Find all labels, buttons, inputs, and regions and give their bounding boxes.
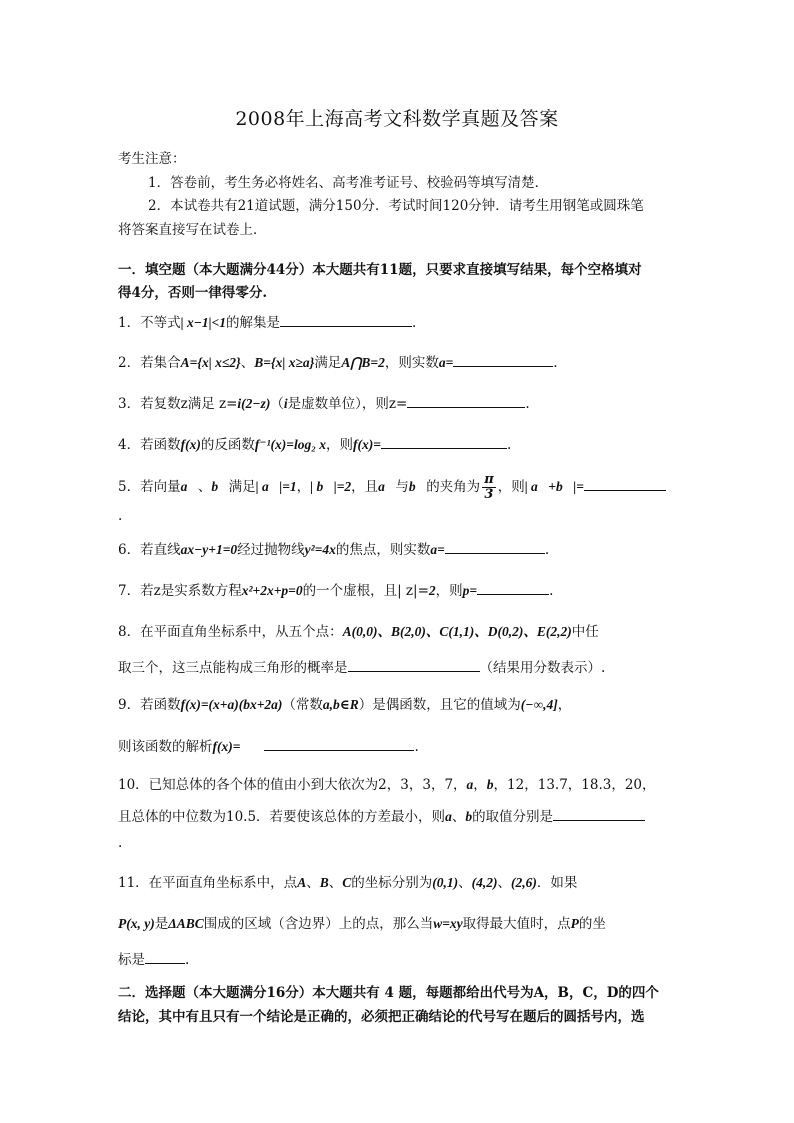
math: A={x| x≤2} xyxy=(180,355,241,370)
text: 3．若复数z满足 z= xyxy=(118,396,238,412)
math: B={x| x≥a} xyxy=(254,355,315,370)
text: 是虚数单位），则z= xyxy=(287,396,408,412)
math: f(x)= xyxy=(212,739,241,754)
question-9 xyxy=(118,693,571,713)
text: ．如果 xyxy=(536,875,578,891)
text: 6．若直线 xyxy=(118,542,181,558)
text: 且总体的中位数为10.5．若要使该总体的方差最小，则 xyxy=(118,809,446,825)
math: P(x, y) xyxy=(118,916,155,931)
answer-blank[interactable] xyxy=(348,659,480,672)
answer-blank[interactable] xyxy=(280,314,412,327)
text: 围成的区域（含边界）上的点，那么当 xyxy=(203,916,434,932)
answer-blank[interactable] xyxy=(381,436,507,449)
math: (0,1) xyxy=(432,875,459,890)
math: | a⃗+b⃗|= xyxy=(524,479,584,494)
text: ， xyxy=(296,479,311,495)
text: . xyxy=(506,437,512,453)
text: 的取值分别是 xyxy=(472,809,554,825)
math: C xyxy=(342,875,352,890)
math: A(0,0)、B(2,0)、C(1,1)、D(0,2)、E(2,2) xyxy=(342,624,572,639)
math: P xyxy=(570,916,579,931)
notice-item-1: 1．答卷前，考生务必将姓名、高考准考证号、校验码等填写清楚． xyxy=(148,175,549,191)
math: b⃗ xyxy=(408,479,427,494)
text: 的反函数 xyxy=(200,437,255,453)
math: w=xy xyxy=(433,916,463,931)
text: . xyxy=(185,952,190,968)
text: ， xyxy=(473,777,487,793)
question-11-tail xyxy=(118,948,189,968)
page-title: 2008年上海高考文科数学真题及答案 xyxy=(235,108,559,130)
question-11 xyxy=(118,871,577,891)
text: ， xyxy=(557,697,572,713)
question-8 xyxy=(118,620,599,640)
math: f(x)=(x+a)(bx+2a) xyxy=(180,697,283,712)
math: b xyxy=(465,809,473,824)
question-3 xyxy=(118,392,530,412)
text: ，则 xyxy=(497,479,525,495)
text: 9．若函数 xyxy=(118,697,181,713)
text: 是 xyxy=(154,916,169,932)
math: y²=4x xyxy=(304,542,336,557)
math: a⃗ xyxy=(180,479,198,494)
text: 的夹角为 xyxy=(426,479,481,495)
text: 经过抛物线 xyxy=(237,542,305,558)
notice-item-2: 2．本试卷共有21道试题，满分150分．考试时间120分钟．请考生用钢笔或圆珠笔 xyxy=(148,198,644,214)
math: a⃗ xyxy=(378,479,396,494)
text: 的坐 xyxy=(578,916,606,932)
text: 的解集是 xyxy=(226,315,281,331)
math: | b⃗|=2 xyxy=(310,479,352,494)
text: 标是 xyxy=(118,952,145,968)
text: 1．不等式 xyxy=(118,315,181,331)
math: ΔABC xyxy=(168,916,204,931)
answer-blank[interactable] xyxy=(145,951,185,964)
question-8-cont xyxy=(118,656,605,676)
text: 与 xyxy=(395,479,409,495)
math: B xyxy=(319,875,329,890)
text: 中任 xyxy=(571,624,599,640)
text: ，且 xyxy=(351,479,379,495)
math: f(x)= xyxy=(353,437,381,452)
question-5 xyxy=(118,473,666,502)
math: (2,6) xyxy=(510,875,537,890)
answer-blank[interactable] xyxy=(445,541,545,554)
text: 4．若函数 xyxy=(118,437,181,453)
section1-header-cont: 得4分，否则一律得零分. xyxy=(118,285,268,301)
text: 10．已知总体的各个体的值由小到大依次为2，3，3，7， xyxy=(118,777,467,793)
text: （结果用分数表示）. xyxy=(479,660,606,676)
question-6 xyxy=(118,538,549,558)
text: 5．若向量 xyxy=(118,479,181,495)
text: ，则 xyxy=(326,437,354,453)
text: ）是偶函数，且它的值域为 xyxy=(358,697,521,713)
question-9-cont xyxy=(118,735,419,755)
text: 的焦点，则实数 xyxy=(335,542,431,558)
fraction xyxy=(482,473,496,502)
math: A xyxy=(297,875,307,890)
text: 11．在平面直角坐标系中，点 xyxy=(118,875,298,891)
question-4 xyxy=(118,433,511,453)
question-10-tail: . xyxy=(118,835,123,851)
question-2 xyxy=(118,351,558,371)
math: f⁻¹(x)=log₂ x xyxy=(254,437,327,452)
answer-blank[interactable] xyxy=(477,582,549,595)
math: a xyxy=(466,777,474,792)
text: 、 xyxy=(240,355,255,371)
math: p= xyxy=(462,583,478,598)
text: 满足 xyxy=(314,355,342,371)
math: a,b∈R xyxy=(322,697,359,712)
section2-header-cont: 结论，其中有且只有一个结论是正确的，必须把正确结论的代号写在题后的圆括号内，选 xyxy=(118,1009,645,1025)
text: 的坐标分别为 xyxy=(351,875,433,891)
text: 、 xyxy=(458,875,472,891)
answer-blank[interactable] xyxy=(407,395,525,408)
text: . xyxy=(414,739,419,755)
math: b⃗ xyxy=(211,479,229,494)
text: 8．在平面直角坐标系中，从五个点： xyxy=(118,624,343,640)
math: f(x) xyxy=(180,437,201,452)
math: ax−y+1=0 xyxy=(180,542,238,557)
text: 、 xyxy=(197,479,212,495)
text: 满足 xyxy=(228,479,256,495)
text: 则该函数的解析 xyxy=(118,739,213,755)
math: i xyxy=(283,396,288,411)
text: . xyxy=(549,583,554,599)
text: ，则 xyxy=(435,583,463,599)
numerator: π xyxy=(484,472,494,487)
text: 取得最大值时，点 xyxy=(462,916,571,932)
text: 7．若z是实系数方程 xyxy=(118,583,242,599)
text: ，12，13.7，18.3，20， xyxy=(493,777,656,793)
math: A⋂B=2 xyxy=(341,355,385,370)
section1-header: 一．填空题（本大题满分44分）本大题共有11题，只要求直接填写结果，每个空格填对 xyxy=(118,262,642,278)
text: 2．若集合 xyxy=(118,355,181,371)
text: 、 xyxy=(328,875,343,891)
question-10 xyxy=(118,773,656,793)
text: （ xyxy=(270,396,284,412)
question-1 xyxy=(118,311,416,331)
text: . xyxy=(544,542,550,558)
text: 、 xyxy=(306,875,320,891)
notice-heading: 考生注意： xyxy=(118,151,186,167)
math: i(2−z) xyxy=(237,396,271,411)
text: ，则实数 xyxy=(384,355,439,371)
math: | a⃗|=1 xyxy=(255,479,297,494)
question-11-cont xyxy=(118,912,606,932)
text: . xyxy=(412,315,417,331)
denominator: 3 xyxy=(484,487,494,502)
answer-blank[interactable] xyxy=(264,738,414,751)
text: 取三个，这三点能构成三角形的概率是 xyxy=(118,660,348,676)
answer-blank[interactable] xyxy=(553,808,645,821)
math: x²+2x+p=0 xyxy=(241,583,303,598)
question-10-cont xyxy=(118,805,645,825)
math: a= xyxy=(438,355,454,370)
math: (−∞,4] xyxy=(520,697,558,712)
math: a xyxy=(445,809,452,824)
question-5-tail: . xyxy=(118,508,123,524)
math: 2 xyxy=(428,583,436,598)
math: | x−1|<1 xyxy=(180,315,227,330)
math: a= xyxy=(430,542,445,557)
answer-blank[interactable] xyxy=(453,354,553,367)
answer-blank[interactable] xyxy=(584,478,666,491)
text: . xyxy=(525,396,530,412)
section2-header: 二．选择题（本大题满分16分）本大题共有 4 题，每题都给出代号为A，B，C，D的四个 xyxy=(118,985,659,1001)
math: b xyxy=(486,777,494,792)
text: 、 xyxy=(451,809,466,825)
math: (4,2) xyxy=(471,875,498,890)
notice-item-2-cont: 将答案直接写在试卷上． xyxy=(118,222,267,238)
text: . xyxy=(553,355,558,371)
question-7 xyxy=(118,579,553,599)
text: 、 xyxy=(497,875,511,891)
text: （常数 xyxy=(282,697,323,713)
text: 的一个虚根，且| z|= xyxy=(302,583,429,599)
